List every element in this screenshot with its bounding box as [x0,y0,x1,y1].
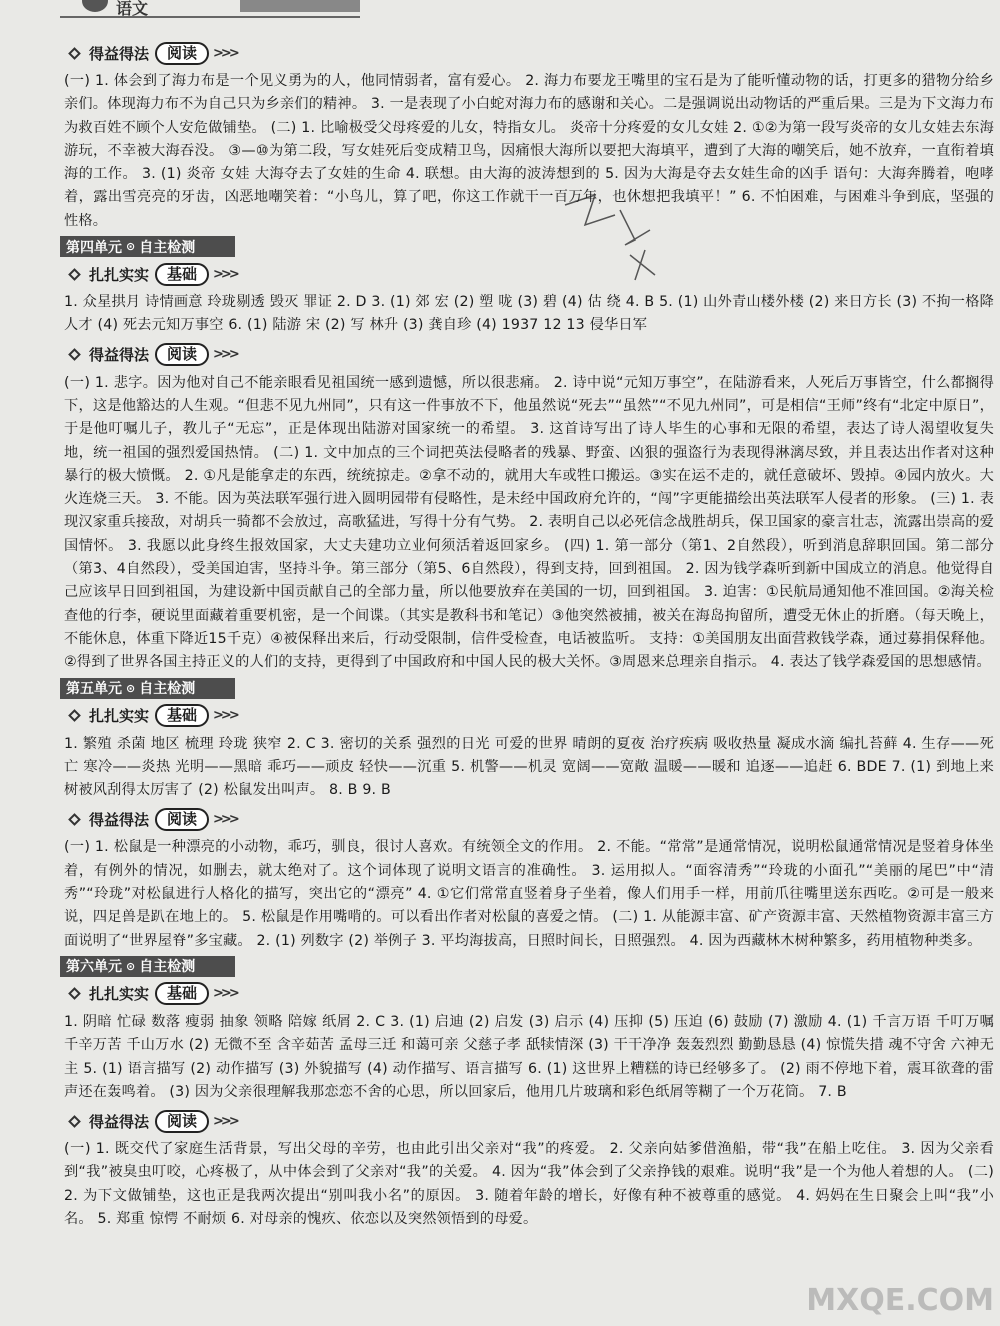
header-title: 语文 [116,0,149,18]
unit-bar [60,236,235,257]
watermark: MXQE.COM [806,1283,994,1318]
chevrons-icon: >>> [213,347,237,363]
diamond-icon [68,268,81,281]
answer-paragraph: (一) 1. 松鼠是一种漂亮的小动物，乖巧，驯良，很讨人喜欢。有统领全文的作用。 2. 不能。“常常”是通常情况，说明松鼠通常情况是竖着身体坐着，有例外的情况，如删去，就太绝对了。这个词体现了说明文语言的准确性。 3. 运用拟人。“面容清秀”“玲珑的小面孔”“美丽的尾巴”中“清秀”“玲珑”对松鼠进行人格化的描写，突出它的“漂亮” 4. ①它们常常直竖着身子坐着，像人们用手一样，用前爪往嘴里送东西吃。②可是一般来说，四足兽是趴在地上的。 5. 松鼠是作用嘴啃的。可以看出作者对松鼠的喜爱之情。 (二) 1. 从能源丰富、矿产资源丰富、天然植物资源丰富三方面说明了“世界屋脊”多宝藏。 2. (1) 列数字 (2) 举例子 3. 平均海拔高，日照时间长，日照强烈。 4. 因为西藏林木树种繁多，药用植物种类多。 [64,839,994,949]
section-heading [64,40,994,66]
section-title: 扎扎实实 [89,265,150,284]
diamond-icon [68,813,81,826]
section-title: 扎扎实实 [89,985,150,1004]
page-header [60,0,360,18]
chevrons-icon: >>> [213,266,237,282]
section-title: 得益得法 [89,346,150,365]
answer-paragraph: (一) 1. 悲字。因为他对自己不能亲眼看见祖国统一感到遗憾，所以很悲痛。 2. 诗中说“元知万事空”，在陆游看来，人死后万事皆空，什么都搁得下，这是他豁达的人生观。“但悲不见九州同”，只有这一件事放不下，他虽然说“死去”“虽然”“不见九州同”，可是相信“王师”终有“北定中原日”，于是他叮嘱儿子，教儿子“无忘”，正是体现出陆游对国家统一的希望。 3. 这首诗写出了诗人毕生的心事和无限的希望，表达了诗人渴望收复失地，统一祖国的强烈爱国热情。 (二) 1. 文中加点的三个词把英法侵略者的残暴、野蛮、凶狠的强盗行为表现得淋漓尽致，并且表达出作者对这种暴行的极大愤慨。 2. ①凡是能拿走的东西，统统掠走。②拿不动的，就用大车或牲口搬运。③实在运不走的，就任意破坏、毁掉。④园内放火。大火连烧三天。 3. 不能。因为英法联军强行进入圆明园带有侵略性，是未经中国政府允许的，“闯”字更能描绘出英法联军人侵者的形象。 (三) 1. 表现汉家重兵接敌，对胡兵一骑都不会放过，高歌猛进，写得十分有气势。 2. 表明自己以必死信念战胜胡兵，保卫国家的豪言壮志，流露出崇高的爱国情怀。 3. 我愿以此身终生报效国家，大丈夫建功立业何须活着返回家乡。 (四) 1. 第一部分（第1、2自然段），听到消息辞职回国。第二部分（第3、4自然段），受美国迫害，坚持斗争。第三部分（第5、6自然段），得到支持，回到祖国。 2. 因为钱学森听到新中国成立的消息。他觉得自己应该早日回到祖国，为建设新中国贡献自己的全部力量，所以他要放弃在美国的一切，回到祖国。 3. 迫害：①民航局通知他不准回国。②海关检查他的行李，硬说里面藏着重要机密，是一个间谍。（其实是教科书和笔记）③他突然被捕，被关在海岛拘留所，遭受无休止的折磨。（每天晚上，不能休息，体重下降近15千克）④被保释出来后，行动受限制，信件受检查，电话被监听。 支持：①美国朋友出面营救钱学森，通过募捐保释他。②得到了世界各国主持正义的人们的支持，更得到了中国政府和中国人民的极大关怀。③周恩来总理亲自指示。 4. 表达了钱学森爱国的思想感情。 [64,374,994,671]
chevrons-icon: >>> [213,708,237,724]
section-heading [64,1108,994,1134]
answer-paragraph: (一) 1. 体会到了海力布是一个见义勇为的人，他同情弱者，富有爱心。 2. 海力布要龙王嘴里的宝石是为了能听懂动物的话，打更多的猎物分给乡亲们。体现海力布不为自己只为乡亲们的精神。 3. 一是表现了小白蛇对海力布的感谢和关心。二是强调说出动物话的严重后果。三是为下文海力布为救百姓不顾个人安危做铺垫。 (二) 1. 比喻极受父母疼爱的儿女，特指女儿。 炎帝十分疼爱的女儿女娃 2. ①②为第一段写炎帝的女儿女娃去东海游玩，不幸被大海吞没。 ③—⑩为第二段，写女娃死后变成精卫鸟，因痛恨大海所以要把大海填平，遭到了大海的嘲笑后，她不放弃，一直衔着填海的工作。 3. (1) 炎帝 女娃 大海夺去了女娃的生命 4. 联想。由大海的波涛想到的 5. 因为大海是夺去女娃生命的凶手 语句：大海奔腾着，咆哮着，露出雪亮亮的牙齿，凶恶地嘲笑着：“小鸟儿，算了吧，你这工作就干一百万年，也休想把我填平！” 6. 不怕困难，与困难斗争到底，坚强的性格。 [64,73,994,229]
diamond-icon [68,47,81,60]
diamond-icon [68,1115,81,1128]
chevrons-icon: >>> [213,45,237,61]
section-badge: 阅读 [155,808,209,831]
section-badge: 阅读 [155,1110,209,1133]
unit-name: 第六单元 [66,959,122,976]
circle-dot-icon: ⊙ [126,959,136,973]
section-title: 扎扎实实 [89,707,150,726]
book-logo-icon [82,0,108,12]
section-badge: 基础 [155,982,209,1005]
section-heading [64,981,994,1007]
section-badge: 阅读 [155,42,209,65]
unit-name: 第五单元 [66,681,122,698]
answer-paragraph: 1. 阴暗 忙碌 数落 瘦弱 抽象 领略 陪嫁 纸屑 2. C 3. (1) 启迪 (2) 启发 (3) 启示 (4) 压抑 (5) 压迫 (6) 鼓励 (7) 激励 4. (1) 千言万语 千叮万嘱 千辛万苦 千山万水 (2) 无微不至 含辛茹苦 孟母三迁 和蔼可亲 父慈子孝 舐犊情深 (3) 干干净净 轰轰烈烈 勤勤恳恳 (4) 惊慌失措 魂不守舍 六神无主 5. (1) 语言描写 (2) 动作描写 (3) 外貌描写 (4) 动作描写、语言描写 6. (1) 这世界上糟糕的诗已经够多了。 (2) 雨不停地下着，震耳欲聋的雷声还在轰鸣着。 (3) 因为父亲很理解我那恋恋不舍的心思，所以回家后，他用几片玻璃和彩色纸屑等糊了一个万花筒。 7. B [64,1013,994,1100]
unit-label: 自主检测 [139,681,196,698]
answer-paragraph: 1. 众星拱月 诗情画意 玲珑剔透 毁灭 罪证 2. D 3. (1) 郊 宏 (2) 塑 咙 (3) 碧 (4) 估 绕 4. B 5. (1) 山外青山楼外楼 (2) 来日方长 (3) 不拘一格降人才 (4) 死去元知万事空 6. (1) 陆游 宋 (2) 写 林升 (3) 龚自珍 (4) 1937 12 13 侵华日军 [64,294,994,334]
section-badge: 阅读 [155,343,209,366]
section-badge: 基础 [155,704,209,727]
circle-dot-icon: ⊙ [126,681,136,695]
header-banner [240,0,360,12]
section-badge: 基础 [155,263,209,286]
answer-paragraph: 1. 繁殖 杀菌 地区 梳理 玲珑 狭窄 2. C 3. 密切的关系 强烈的日光 可爱的世界 晴朗的夏夜 治疗疾病 吸收热量 凝成水滴 编扎苔藓 4. 生存——死亡 寒冷——炎热 光明——黑暗 乖巧——顽皮 轻快——沉重 5. 机警——机灵 宽阔——宽敞 温暖——暖和 追逐——追赶 6. BDE 7. (1) 到地上来 树被风刮得太厉害了 (2) 松鼠发出叫声。 8. B 9. B [64,735,994,799]
section-heading [64,342,994,368]
section-heading [64,703,994,729]
chevrons-icon: >>> [213,811,237,827]
unit-name: 第四单元 [66,239,122,256]
section-title: 得益得法 [89,44,150,63]
section-title: 得益得法 [89,1112,150,1131]
answer-content [64,36,994,1231]
unit-bar [60,678,235,699]
chevrons-icon: >>> [213,986,237,1002]
chevrons-icon: >>> [213,1113,237,1129]
section-title: 得益得法 [89,810,150,829]
section-heading [64,261,994,287]
circle-dot-icon: ⊙ [126,240,136,254]
unit-label: 自主检测 [139,959,196,976]
answer-paragraph: (一) 1. 既交代了家庭生活背景，写出父母的辛劳，也由此引出父亲对“我”的疼爱。 2. 父亲向姑爹借渔船，带“我”在船上吃住。 3. 因为父亲看到“我”被臭虫叮咬，心疼极了，从中体会到了父亲对“我”的关爱。 4. 因为“我”体会到了父亲挣钱的艰难。说明“我”是一个为他人着想的人。 (二) 2. 为下文做铺垫，这也正是我两次提出“别叫我小名”的原因。 3. 随着年龄的增长，好像有种不被尊重的感觉。 4. 妈妈在生日聚会上叫“我”小名。 5. 郑重 惊愕 不耐烦 6. 对母亲的愧疚、依恋以及突然领悟到的母爱。 [64,1141,994,1227]
section-heading [64,806,994,832]
diamond-icon [68,348,81,361]
unit-label: 自主检测 [139,239,196,256]
diamond-icon [68,709,81,722]
unit-bar [60,956,235,977]
diamond-icon [68,988,81,1001]
